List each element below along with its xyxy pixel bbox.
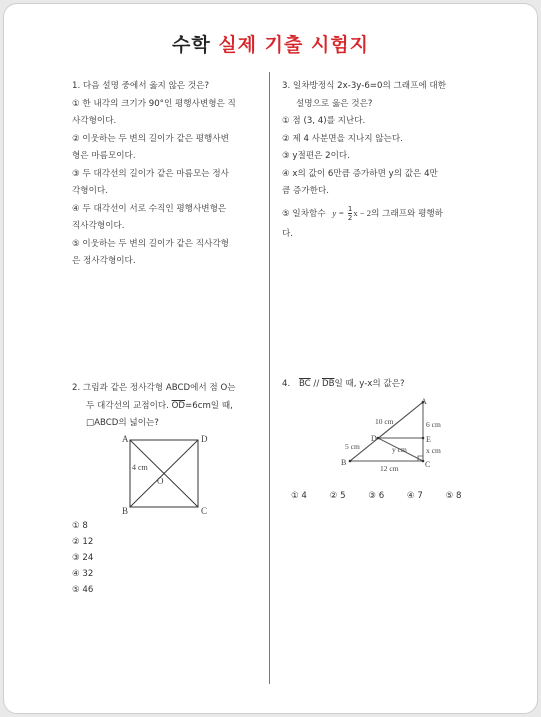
q3-option-5-cont: 다. xyxy=(282,228,294,239)
q3-option-1: ① 점 (3, 4)를 지난다. xyxy=(282,116,366,126)
question-2 xyxy=(72,380,264,433)
vertex-d-label: D xyxy=(201,434,208,444)
q4-stem xyxy=(282,376,476,394)
q3-option-4-cont: 큼 증가한다. xyxy=(282,186,329,196)
q2-segment-od: $\overline{OD}$ xyxy=(171,400,186,411)
q2-stem-line2 xyxy=(72,398,264,416)
q2-option-1: ① 8 xyxy=(72,521,88,531)
q2-option-2: ② 12 xyxy=(72,537,94,547)
segment-ab xyxy=(350,402,423,461)
title-subject: 수학 xyxy=(171,34,211,56)
vertex-d-label: D xyxy=(371,434,377,443)
q3-function-tail: x − 2 xyxy=(353,207,372,218)
q3-option-5-label: ⑤ 일차함수 xyxy=(282,208,326,219)
q4-segment-db: $\overline{DB}$ xyxy=(321,379,335,389)
q3-fraction xyxy=(348,205,352,222)
vertex-e-label: E xyxy=(426,435,431,444)
q2-stem-text: 두 대각선의 교점이다. xyxy=(86,400,169,411)
label-12cm: 12 cm xyxy=(380,464,399,473)
q1-option-3-cont: 각형이다. xyxy=(72,186,108,196)
q1-option-2-cont: 형은 마름모이다. xyxy=(72,151,136,161)
label-ycm: y cm xyxy=(392,445,407,454)
q3-option-3: ③ y절편은 2이다. xyxy=(282,151,350,161)
vertex-a-label: A xyxy=(122,434,129,444)
q4-options xyxy=(291,488,481,506)
q2-stem-length: =6cm일 때, xyxy=(185,400,233,411)
vertex-b-label: B xyxy=(122,506,129,516)
q4-option-4: ④ 7 xyxy=(406,491,423,501)
q3-stem-line1: 3. 일차방정식 2x-3y-6=0의 그래프에 대한 xyxy=(282,81,447,91)
q1-option-1-cont: 사각형이다. xyxy=(72,116,117,126)
q1-option-5: ⑤ 이웃하는 두 변의 길이가 같은 직사각형 xyxy=(72,238,229,249)
q2-options xyxy=(72,518,172,598)
q1-option-5-cont: 은 정사각형이다. xyxy=(72,256,136,266)
label-6cm: 6 cm xyxy=(426,420,441,429)
label-10cm: 10 cm xyxy=(375,417,394,426)
q4-option-2: ② 5 xyxy=(329,491,346,501)
q4-option-5: ⑤ 8 xyxy=(445,491,462,501)
q2-stem-line3: □ABCD의 넓이는? xyxy=(86,418,159,428)
q2-stem-line1: 2. 그림과 같은 정사각형 ABCD에서 점 O는 xyxy=(72,383,236,393)
column-divider xyxy=(269,72,270,684)
label-5cm: 5 cm xyxy=(345,442,360,451)
question-3 xyxy=(282,78,476,243)
q4-stem-text: 일 때, y-x의 값은? xyxy=(334,379,405,389)
page-title xyxy=(0,30,541,57)
q1-option-4-cont: 직사각형이다. xyxy=(72,221,125,231)
q1-option-4: ④ 두 대각선이 서로 수직인 평행사변형은 xyxy=(72,203,227,214)
q2-option-3: ③ 24 xyxy=(72,553,94,563)
point-c xyxy=(422,460,425,463)
q1-option-2: ② 이웃하는 두 변의 길이가 같은 평행사변 xyxy=(72,133,229,144)
point-d xyxy=(377,437,380,440)
q4-triangle-figure xyxy=(338,396,453,476)
vertex-c-label: C xyxy=(201,506,208,516)
q3-stem-line2: 설명으로 옳은 것은? xyxy=(296,98,373,109)
q4-segment-bc: $\overline{BC}$ xyxy=(298,379,311,389)
q1-option-1: ① 한 내각의 크기가 90°인 평행사변형은 직 xyxy=(72,98,236,109)
q3-option-5-text: 의 그래프와 평행하 xyxy=(371,208,443,219)
q2-square-figure xyxy=(118,430,210,516)
q1-stem: 1. 다음 설명 중에서 옳지 않은 것은? xyxy=(72,81,210,91)
vertex-b-label: B xyxy=(341,458,347,467)
q3-option-5 xyxy=(282,201,476,226)
fraction-denominator: 2 xyxy=(347,213,353,222)
point-b xyxy=(349,460,352,463)
q4-option-3: ③ 6 xyxy=(368,491,385,501)
q3-option-2: ② 제 4 사분면을 지나지 않는다. xyxy=(282,133,403,144)
q2-option-5: ⑤ 46 xyxy=(72,585,94,595)
label-xcm: x cm xyxy=(426,446,441,455)
fraction-numerator: 1 xyxy=(347,204,353,213)
q1-option-3: ③ 두 대각선의 길이가 같은 마름모는 정사 xyxy=(72,168,229,179)
title-exam-type: 실제 기출 시험지 xyxy=(218,34,370,56)
vertex-c-label: C xyxy=(425,460,431,469)
side-length-label: 4 cm xyxy=(132,463,148,472)
center-o-label: O xyxy=(157,476,164,486)
q3-function-y: y = xyxy=(332,207,345,218)
q4-number: 4. xyxy=(282,379,291,389)
question-4 xyxy=(282,376,476,394)
point-e xyxy=(422,437,425,440)
q2-option-4: ④ 32 xyxy=(72,569,94,579)
q3-option-4: ④ x의 값이 6만큼 증가하면 y의 값은 4만 xyxy=(282,168,438,179)
question-1 xyxy=(72,78,262,271)
q4-option-1: ① 4 xyxy=(291,491,307,501)
q4-parallel-symbol: // xyxy=(310,379,322,389)
vertex-a-label: A xyxy=(421,397,427,406)
